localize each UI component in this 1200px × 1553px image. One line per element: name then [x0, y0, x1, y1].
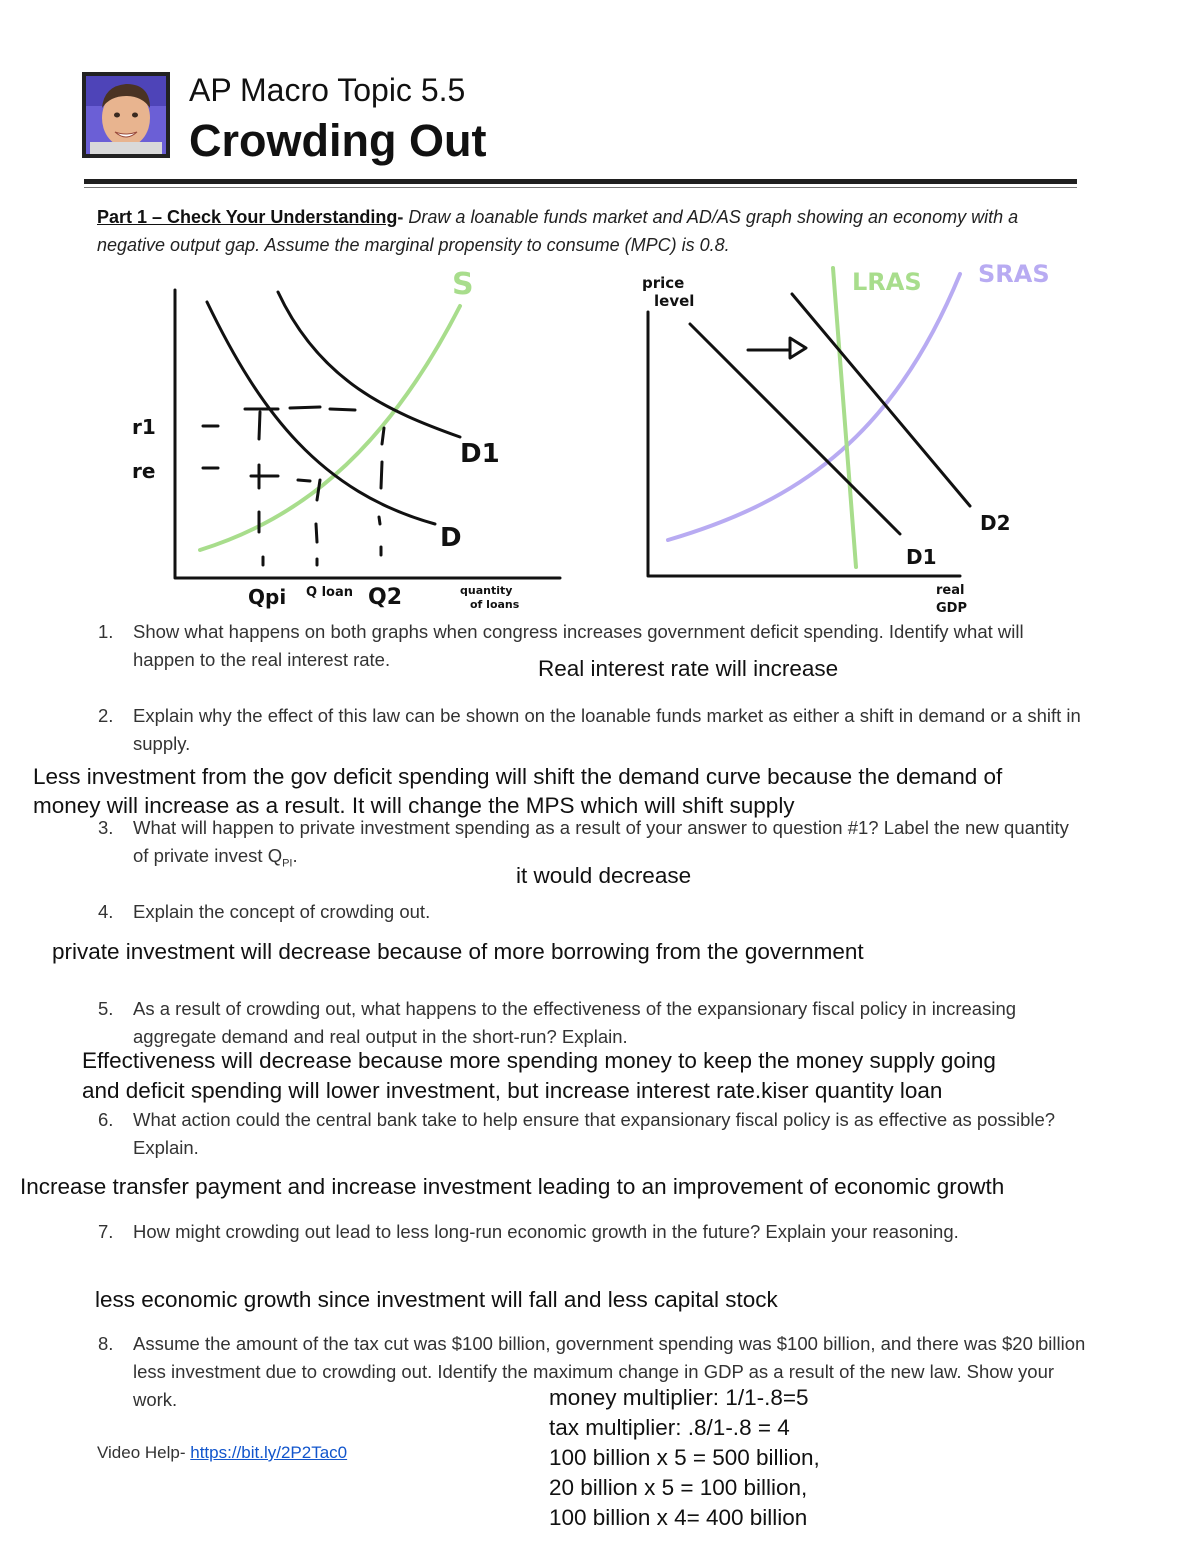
- question-text: What action could the central bank take to help ensure that expansionary fiscal policy is as effective as possible? Explain.: [133, 1109, 1056, 1158]
- question-4: [98, 898, 1088, 926]
- lf-q2-label: Q2: [368, 585, 403, 610]
- answer-4: private investment will decrease because of more borrowing from the government: [52, 939, 864, 964]
- question-5: [98, 995, 1088, 1051]
- adas-d1-label: D1: [906, 545, 937, 569]
- lf-qloan-guide: [316, 480, 320, 565]
- answer-6: Increase transfer payment and increase investment leading to an improvement of economic growth: [20, 1174, 1005, 1199]
- question-number: 8.: [98, 1333, 114, 1354]
- work-line: 100 billion x 4= 400 billion: [549, 1505, 808, 1530]
- answer-5-line-1: Effectiveness will decrease because more spending money to keep the money supply going: [82, 1048, 996, 1073]
- header-rule-thin: [84, 187, 1077, 188]
- question-number: 1.: [98, 621, 114, 642]
- adas-sras-curve: [668, 274, 960, 540]
- question-number: 4.: [98, 901, 114, 922]
- work-line: money multiplier: 1/1-.8=5: [549, 1385, 809, 1410]
- lf-qloan-label: Q loan: [306, 585, 353, 600]
- question-number: 6.: [98, 1109, 114, 1130]
- question-text: What will happen to private investment spending as a result of your answer to question #1? Label the new quantity of private invest Q: [133, 817, 1069, 866]
- lf-x-label-2: of loans: [470, 598, 520, 611]
- author-photo: [82, 72, 170, 158]
- answer-2-line-2: money will increase as a result. It will change the MPS which will shift supply: [33, 793, 795, 818]
- question-6: [98, 1106, 1088, 1162]
- lf-demand1-curve: [278, 292, 460, 437]
- lf-re-label: re: [132, 459, 156, 483]
- work-line: 20 billion x 5 = 100 billion,: [549, 1475, 808, 1500]
- adas-shift-arrow: [748, 338, 806, 358]
- question-text: Show what happens on both graphs when congress increases government deficit spending. Identify what will happen to the real interest rate.: [133, 621, 1024, 670]
- question-number: 3.: [98, 817, 114, 838]
- header-rule: [84, 179, 1077, 184]
- adas-lras-label: LRAS: [852, 268, 922, 296]
- video-help: [97, 1443, 347, 1463]
- adas-x-label-1: real: [936, 583, 965, 598]
- adas-y-label-2: level: [654, 292, 695, 310]
- lf-re-guide: [203, 468, 310, 481]
- question-text: As a result of crowding out, what happens to the effectiveness of the expansionary fiscal policy in increasing aggregate demand and real output in the short-run? Explain.: [133, 998, 1017, 1047]
- page-title: Crowding Out: [189, 115, 487, 166]
- lf-supply-label: S: [452, 267, 474, 302]
- question-text: Explain why the effect of this law can be shown on the loanable funds market as either a shift in demand or a shift in supply.: [133, 705, 1081, 754]
- ad-as-graph: [630, 254, 1050, 624]
- lf-demand0-label: D: [440, 523, 462, 553]
- answer-8-work: [549, 1383, 820, 1533]
- part1-label: Part 1 – Check Your Understanding: [97, 207, 398, 227]
- part1-text: Draw a loanable funds market and AD/AS graph showing an economy with a negative output gap. Assume the marginal propensity to consume (MPC) is 0.8.: [97, 207, 1019, 255]
- video-help-link[interactable]: https://bit.ly/2P2Tac0: [190, 1443, 348, 1462]
- adas-d2-label: D2: [980, 511, 1011, 535]
- adas-axes: [648, 312, 960, 576]
- part1-instructions: [97, 203, 1087, 259]
- adas-sras-label: SRAS: [978, 260, 1050, 288]
- question-text: Assume the amount of the tax cut was $100 billion, government spending was $100 billion, and there was $20 billion less investment due to crowding out. Identify the maximum change in GDP as a result of the new law. Show your work.: [133, 1333, 1086, 1410]
- question-7: [98, 1218, 1088, 1246]
- question-number: 7.: [98, 1221, 114, 1242]
- question-tail: .: [292, 845, 298, 866]
- adas-lras-curve: [833, 268, 856, 567]
- lf-demand1-label: D1: [460, 439, 500, 469]
- question-text: How might crowding out lead to less long-run economic growth in the future? Explain your reasoning.: [133, 1221, 959, 1242]
- answer-3: it would decrease: [516, 863, 692, 888]
- answer-7: less economic growth since investment will fall and less capital stock: [95, 1287, 778, 1312]
- video-help-label: Video Help-: [97, 1443, 191, 1462]
- question-number: 2.: [98, 705, 114, 726]
- lf-supply-curve: [200, 306, 460, 550]
- work-line: 100 billion x 5 = 500 billion,: [549, 1445, 820, 1470]
- lf-r1-label: r1: [132, 415, 156, 439]
- answer-5-line-2: and deficit spending will lower investment, but increase interest rate.kiser quantity loan: [82, 1078, 943, 1103]
- work-line: tax multiplier: .8/1-.8 = 4: [549, 1415, 790, 1440]
- adas-d2-curve: [792, 294, 970, 506]
- lf-r1-guide: [203, 407, 355, 426]
- question-subscript: PI: [282, 857, 293, 870]
- question-text: Explain the concept of crowding out.: [133, 901, 431, 922]
- lf-qpi-guide: [259, 412, 263, 565]
- lf-x-label-1: quantity: [460, 584, 513, 597]
- question-2: [98, 702, 1088, 758]
- question-number: 5.: [98, 998, 114, 1019]
- lf-qpi-label: Qpi: [248, 585, 287, 609]
- topic-heading: AP Macro Topic 5.5: [189, 72, 466, 108]
- lf-y-axis: [175, 290, 560, 578]
- lf-q2-guide: [379, 428, 384, 555]
- adas-y-label-1: price: [642, 274, 685, 292]
- loanable-funds-graph: [120, 262, 570, 624]
- part1-separator: -: [397, 207, 409, 227]
- adas-x-label-2: GDP: [936, 601, 967, 616]
- answer-2-line-1: Less investment from the gov deficit spending will shift the demand curve because the demand of: [33, 764, 1003, 789]
- answer-1: Real interest rate will increase: [538, 656, 839, 681]
